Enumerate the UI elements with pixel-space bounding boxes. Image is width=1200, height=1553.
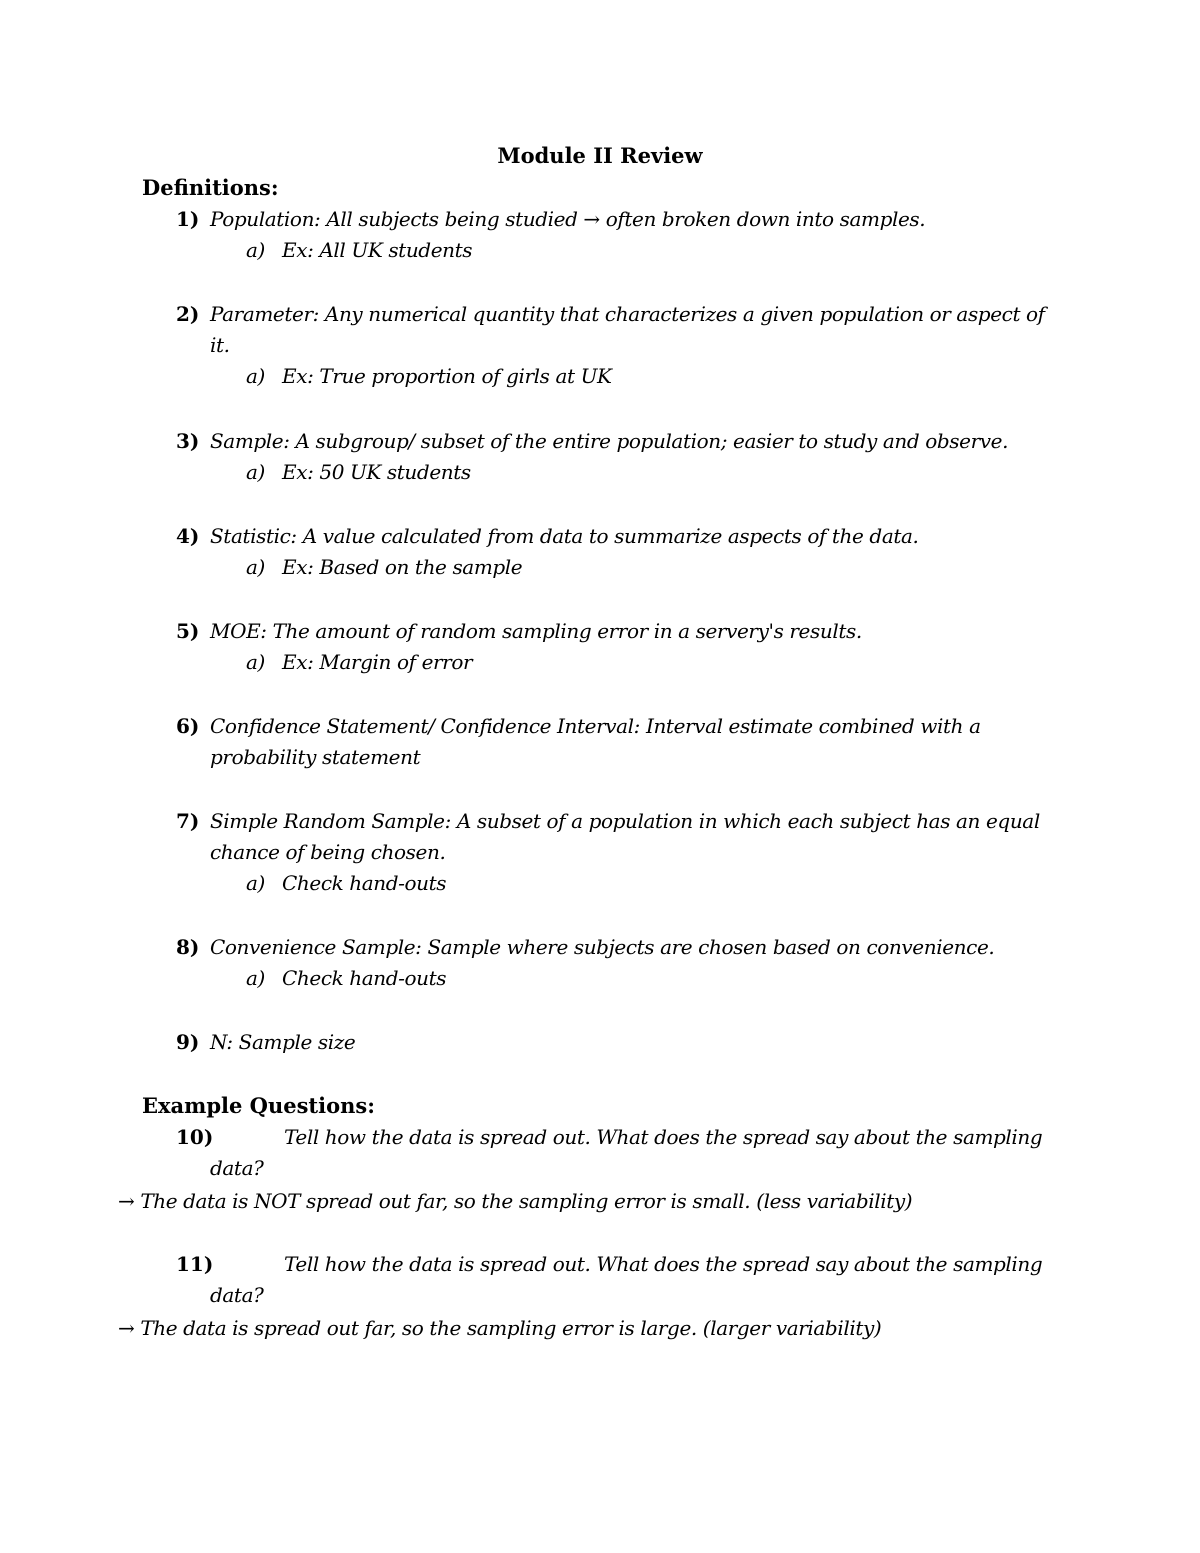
definition-example (246, 647, 1062, 678)
definition-example (246, 457, 1062, 488)
definition-number: 3) (176, 429, 200, 453)
definition-text: Parameter: Any numerical quantity that characterizes a given population or aspect of it. (210, 302, 1045, 357)
definition-example (246, 361, 1062, 392)
definition-text: Statistic: A value calculated from data to summarize aspects of the data. (210, 524, 919, 548)
example-text: Check hand-outs (282, 966, 447, 990)
definition-example (246, 868, 1062, 899)
example-question (142, 1122, 1062, 1184)
sub-marker: a) (246, 650, 265, 674)
example-text: Ex: Based on the sample (282, 555, 523, 579)
definition-item (142, 426, 1062, 488)
question-text: Tell how the data is spread out. What does the spread say about the sampling data? (210, 1252, 1043, 1307)
definition-text: MOE: The amount of random sampling error in a servery's results. (210, 619, 862, 643)
definition-text: N: Sample size (210, 1030, 356, 1054)
example-text: Ex: True proportion of girls at UK (282, 364, 612, 388)
example-question (142, 1249, 1062, 1311)
sub-marker: a) (246, 238, 265, 262)
example-text: Ex: All UK students (282, 238, 473, 262)
definition-item (142, 711, 1062, 773)
definition-example (246, 552, 1062, 583)
definition-item (142, 616, 1062, 678)
page-title: Module II Review (497, 143, 703, 168)
example-text: Ex: Margin of error (282, 650, 473, 674)
definitions-heading: Definitions: (142, 175, 279, 200)
definition-item (142, 204, 1062, 266)
definition-item (142, 521, 1062, 583)
sub-marker: a) (246, 364, 265, 388)
definition-number: 6) (176, 714, 200, 738)
definition-item (142, 1027, 1062, 1058)
definition-number: 9) (176, 1030, 200, 1054)
definition-number: 8) (176, 935, 200, 959)
examples-heading: Example Questions: (142, 1093, 375, 1118)
example-answer: → The data is spread out far, so the sampling error is large. (larger variability) (118, 1316, 882, 1340)
definition-example (246, 963, 1062, 994)
definition-text: Simple Random Sample: A subset of a population in which each subject has an equal chance of being chosen. (210, 809, 1040, 864)
definition-number: 7) (176, 809, 200, 833)
example-answer: → The data is NOT spread out far, so the sampling error is small. (less variability) (118, 1189, 913, 1213)
sub-marker: a) (246, 555, 265, 579)
definition-text: Confidence Statement/ Confidence Interval: Interval estimate combined with a probability statement (210, 714, 981, 769)
definition-number: 1) (176, 207, 200, 231)
definition-example (246, 235, 1062, 266)
definition-number: 5) (176, 619, 200, 643)
question-number: 10) (176, 1125, 214, 1149)
example-text: Check hand-outs (282, 871, 447, 895)
definition-item (142, 806, 1062, 899)
example-text: Ex: 50 UK students (282, 460, 471, 484)
sub-marker: a) (246, 460, 265, 484)
sub-marker: a) (246, 966, 265, 990)
definition-number: 4) (176, 524, 200, 548)
question-text: Tell how the data is spread out. What does the spread say about the sampling data? (210, 1125, 1043, 1180)
definition-item (142, 932, 1062, 994)
definition-number: 2) (176, 302, 200, 326)
question-number: 11) (176, 1252, 214, 1276)
definition-text: Convenience Sample: Sample where subjects are chosen based on convenience. (210, 935, 995, 959)
sub-marker: a) (246, 871, 265, 895)
definition-item (142, 299, 1062, 392)
definition-text: Population: All subjects being studied → often broken down into samples. (210, 207, 926, 231)
definition-text: Sample: A subgroup/ subset of the entire population; easier to study and observe. (210, 429, 1009, 453)
